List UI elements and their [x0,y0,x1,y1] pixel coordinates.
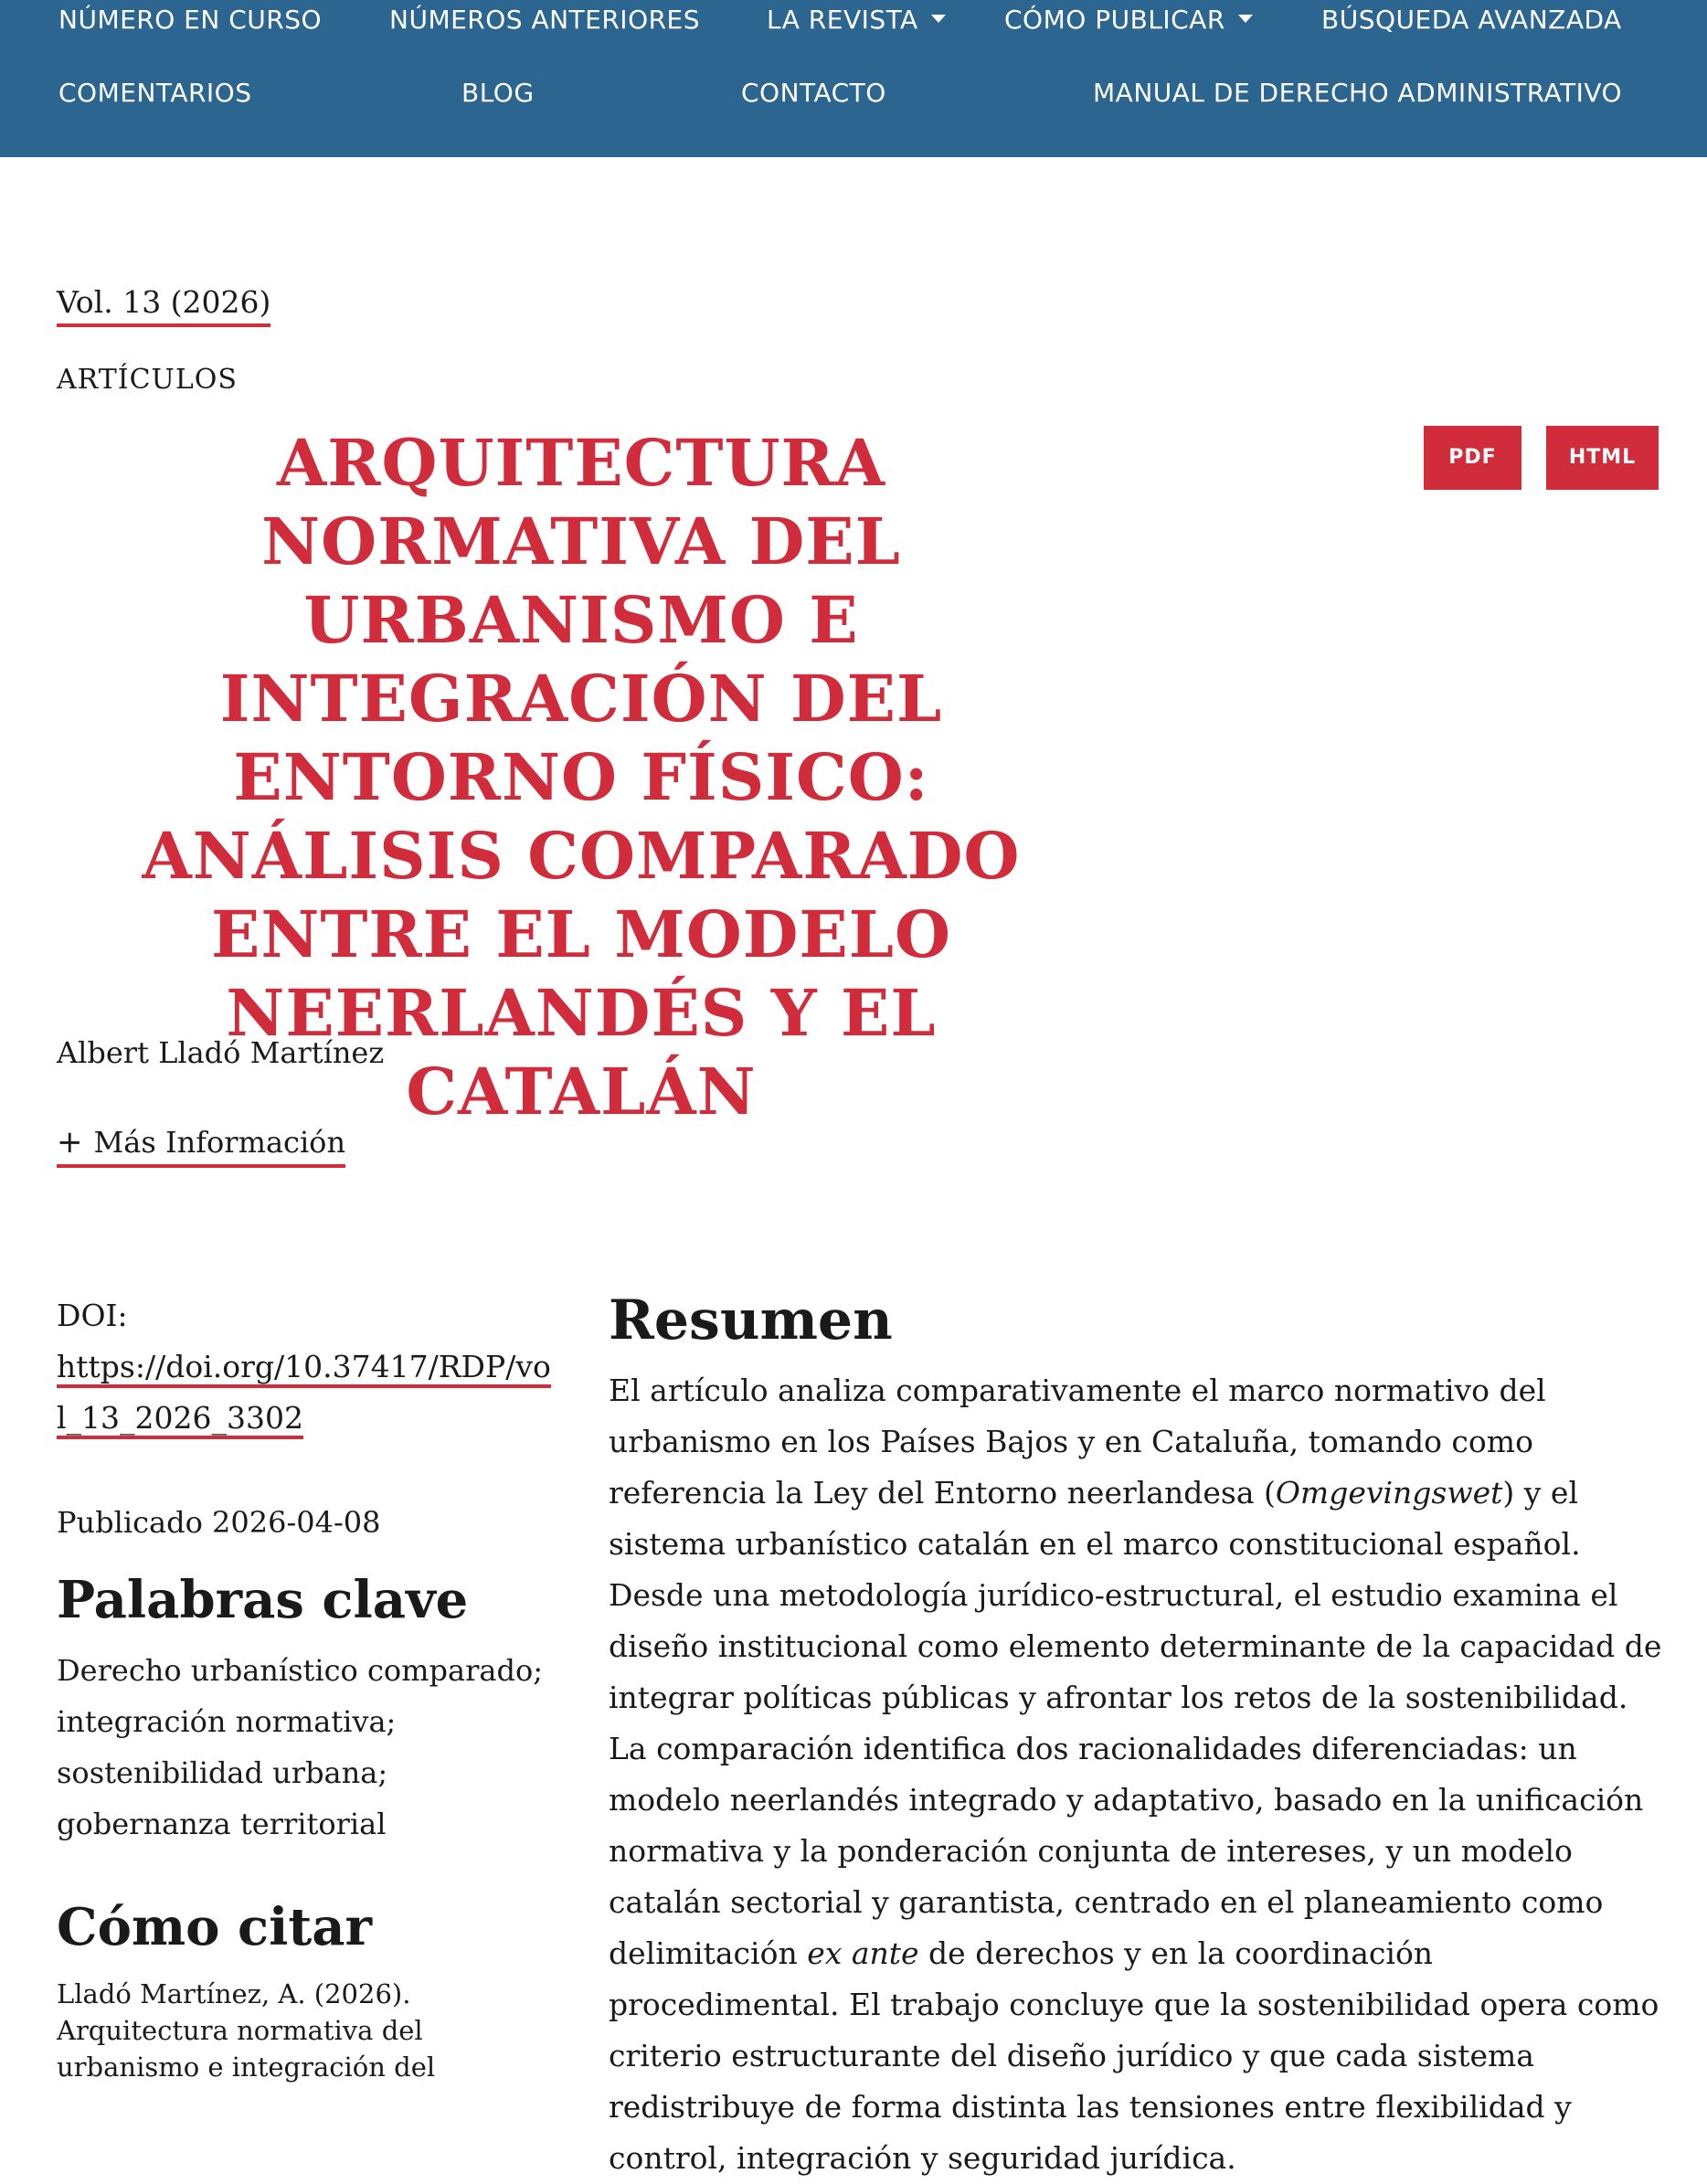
keyword-item: gobernanza territorial [57,1807,387,1841]
plus-icon: + [57,1124,83,1161]
nav-label: COMENTARIOS [58,78,252,108]
nav-label: LA REVISTA [767,5,918,35]
abstract-heading: Resumen [609,1288,893,1352]
keywords-heading: Palabras clave [57,1570,469,1630]
nav-contact[interactable] [741,75,886,111]
doi-container [57,1341,559,1444]
abstract-section [609,1288,1669,2184]
nav-archives[interactable] [389,2,700,38]
doi-label: DOI: [57,1298,128,1333]
nav-label: BÚSQUEDA AVANZADA [1321,5,1622,35]
abstract-part-italic: ex ante [807,1935,919,1971]
chevron-down-icon [931,15,946,23]
abstract-text [609,1365,1669,2184]
published-date: Publicado 2026-04-08 [57,1505,381,1540]
nav-label: NÚMERO EN CURSO [58,5,323,35]
abstract-part-italic: Omgevingswet [1275,1475,1503,1511]
nav-label: CÓMO PUBLICAR [1004,5,1225,35]
html-button[interactable]: HTML [1546,426,1659,490]
nav-comments[interactable] [58,75,252,111]
author-name: Albert Lladó Martínez [57,1035,385,1070]
keyword-item: integración normativa; [57,1704,397,1739]
abstract-part: El artículo analiza comparativamente el marco normativo del urbanismo en los Países Bajos y en Cataluña, tomando como referencia la Ley del Entorno neerlandesa ( [609,1373,1546,1511]
nav-label: BLOG [461,78,535,108]
nav-manual[interactable] [1093,75,1622,111]
nav-submissions-dropdown[interactable] [1004,2,1253,38]
nav-current-issue[interactable] [58,2,322,38]
doi-link[interactable]: https://doi.org/10.37417/RDP/vol_13_2026_3302 [57,1349,551,1439]
article-title: ARQUITECTURA NORMATIVA DEL URBANISMO E INTEGRACIÓN DEL ENTORNO FÍSICO: ANÁLISIS COMPARADO ENTRE EL MODELO NEERLANDÉS Y EL CATALÁN [142,425,1021,1129]
nav-label: NÚMEROS ANTERIORES [389,5,701,35]
nav-advanced-search[interactable] [1321,2,1622,38]
volume-link[interactable]: Vol. 13 (2026) [57,283,270,327]
pdf-button[interactable]: PDF [1424,426,1521,490]
nav-label: MANUAL DE DERECHO ADMINISTRATIVO [1093,78,1623,108]
article-sidebar [57,1290,568,2085]
more-info-toggle[interactable] [57,1122,345,1168]
chevron-down-icon [1238,15,1253,23]
nav-blog[interactable] [461,75,535,111]
more-info-label: Más Información [93,1125,346,1160]
keyword-item: sostenibilidad urbana; [57,1755,388,1790]
keyword-item: Derecho urbanístico comparado; [57,1653,543,1688]
cite-heading: Cómo citar [57,1897,373,1957]
citation-text: Lladó Martínez, A. (2026). Arquitectura normativa del urbanismo e integración del [57,1978,436,2083]
abstract-part: ) y el sistema urbanístico catalán en el marco constitucional español. Desde una metodología jurídico-estructural, el estudio examina el diseño institucional como elemento determinante de la capacidad de integrar políticas públicas y afrontar los retos de la sostenibilidad. La comparación identifica dos racionalidades diferenciadas: un modelo neerlandés integrado y adaptativo, basado en la unificación normativa y la ponderación conjunta de intereses, y un modelo catalán sectorial y garantista, centrado en el planeamiento como delimitación [609,1475,1662,1971]
keywords-list [57,1645,568,1850]
main-navigation [0,0,1707,157]
abstract-part: de derechos y en la coordinación procedimental. El trabajo concluye que la sostenibilidad opera como criterio estructurante del diseño jurídico y que cada sistema redistribuye de forma distinta las tensiones entre flexibilidad y control, integración y seguridad jurídica. [609,1935,1659,2176]
section-label: ARTÍCULOS [57,364,238,396]
nav-label: CONTACTO [741,78,886,108]
nav-about-dropdown[interactable] [767,2,946,38]
